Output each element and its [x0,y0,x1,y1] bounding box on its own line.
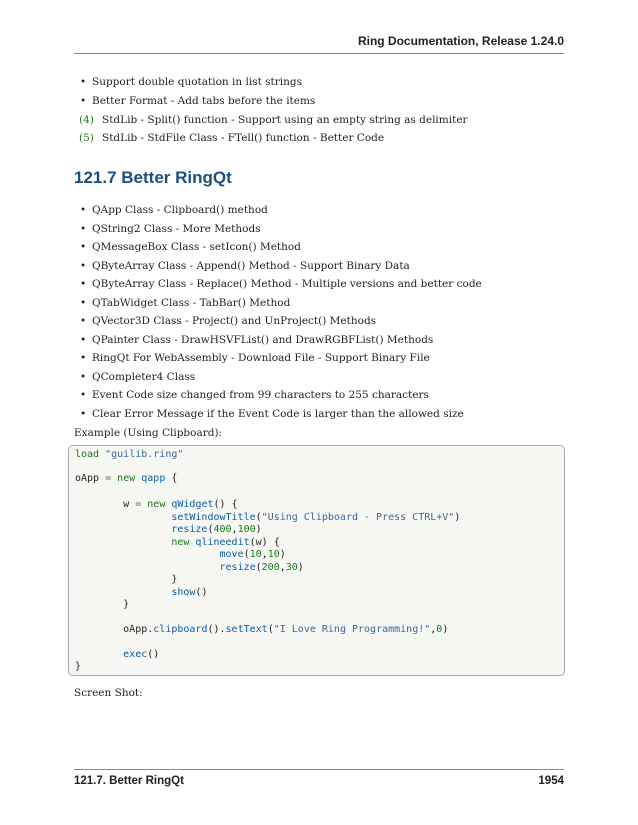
code-line [75,574,177,586]
code-line [75,524,262,536]
numbered-item [79,114,468,127]
list-item: • QByteArray Class - Append() Method - Support Binary Data [92,260,410,273]
code-line-text: resize(200,30) [219,562,304,573]
code-line [75,562,304,574]
code-line [75,537,280,549]
code-line-text: load "guilib.ring" [75,449,184,460]
code-line-text: show() [171,587,208,598]
code-line [75,499,238,511]
footer-section-title: 121.7. Better RingQt [74,775,184,787]
example-label: Example (Using Clipboard): [74,427,223,439]
code-line-text: exec() [123,649,160,660]
screenshot-label: Screen Shot: [74,687,143,699]
code-line-text: oApp.clipboard().setText("I Love Ring Programming!",0) [75,624,449,635]
list-item: • QVector3D Class - Project() and UnProject() Methods [92,315,376,328]
footer-rule [74,769,564,770]
running-header-title: Ring Documentation, Release 1.24.0 [357,34,564,48]
code-line-text: } [75,661,82,672]
section-heading: 121.7 Better RingQt [74,168,232,187]
code-line [75,624,448,636]
code-line [75,473,177,485]
list-item: • QByteArray Class - Replace() Method - Multiple versions and better code [92,278,482,291]
numbered-item-text: StdLib - StdFile Class - FTell() function - Better Code [102,132,385,144]
code-line-text: oApp = new qapp { [75,473,178,484]
header-rule [74,53,564,54]
code-line-text: } [75,574,178,585]
code-line [75,599,129,611]
list-item: • QMessageBox Class - setIcon() Method [92,241,301,254]
code-line-text: w = new qWidget() { [75,499,238,510]
code-line-text: new qlineedit(w) { [171,537,280,548]
list-item: • QString2 Class - More Methods [92,223,261,236]
code-line-text: setWindowTitle("Using Clipboard - Press CTRL+V") [171,512,461,523]
numbered-item [79,132,384,145]
code-line [75,549,286,561]
numbered-item-number: (5) [79,132,94,144]
numbered-item-number: (4) [79,114,94,126]
list-item: • Support double quotation in list strings [92,76,302,89]
list-item: • QApp Class - Clipboard() method [92,204,268,217]
code-line [75,587,207,599]
list-item: • Better Format - Add tabs before the items [92,95,315,108]
list-item: • QPainter Class - DrawHSVFList() and DrawRGBFList() Methods [92,334,433,347]
code-line-text: } [75,599,130,610]
page-number: 1954 [538,775,564,787]
code-line [75,512,460,524]
code-line [75,449,183,461]
list-item: • QCompleter4 Class [92,371,195,384]
list-item: • Event Code size changed from 99 characters to 255 characters [92,389,429,402]
code-line-text: resize(400,100) [171,524,262,535]
code-line [75,661,81,673]
code-line [75,649,159,661]
list-item: • RingQt For WebAssembly - Download File - Support Binary File [92,352,430,365]
list-item: • Clear Error Message if the Event Code is larger than the allowed size [92,408,464,421]
list-item: • QTabWidget Class - TabBar() Method [92,297,290,310]
numbered-item-text: StdLib - Split() function - Support using an empty string as delimiter [102,114,468,126]
code-line-text: move(10,10) [219,549,286,560]
code-block [68,445,565,676]
